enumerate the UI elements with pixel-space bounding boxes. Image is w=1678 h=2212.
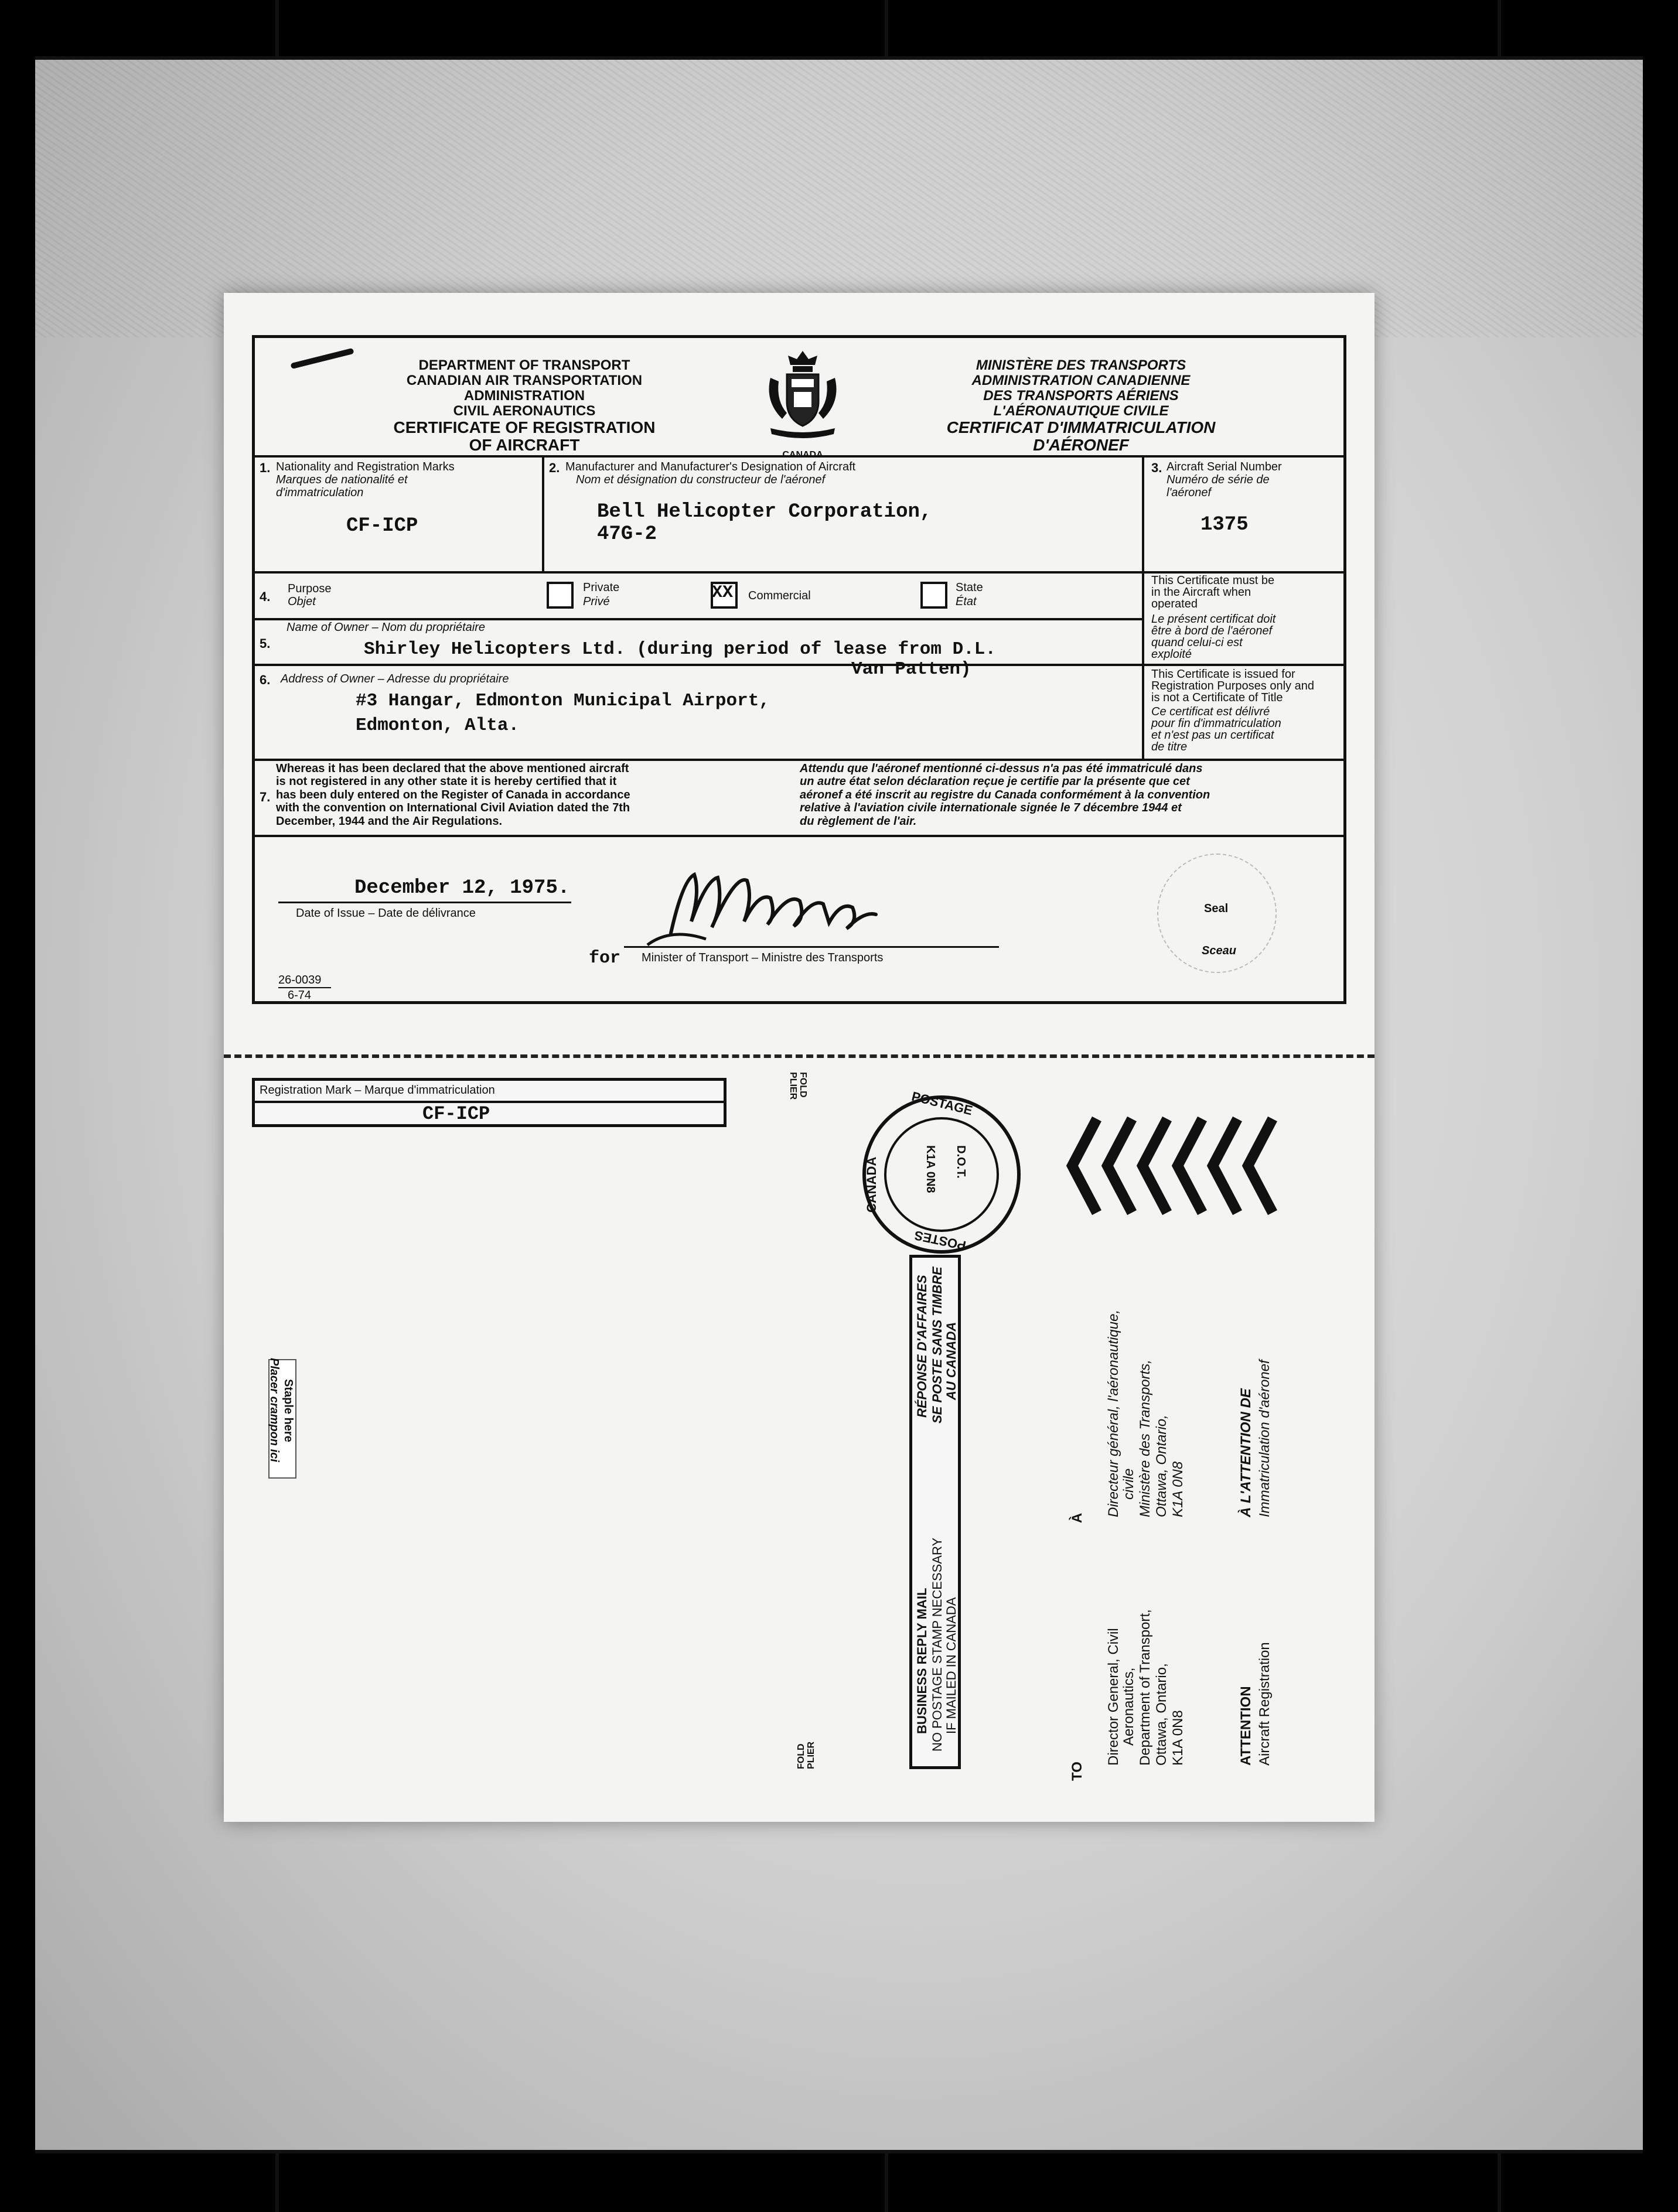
field2-number: 2. <box>549 460 560 475</box>
address-fr-line4: Ottawa, Ontario, <box>1154 1415 1169 1517</box>
note1-fr3: quand celui-ci est <box>1151 636 1243 649</box>
note1-fr1: Le présent certificat doit <box>1151 613 1276 626</box>
declaration-en-line: December, 1944 and the Air Regulations. <box>276 814 503 828</box>
serial-number-value: 1375 <box>1200 514 1249 536</box>
field2-label-fr: Nom et désignation du constructeur de l'aéronef <box>576 473 826 486</box>
field1-number: 1. <box>260 460 271 475</box>
registration-mark-box <box>252 1078 727 1127</box>
signature-line <box>624 946 999 948</box>
business-reply-en1: BUSINESS REPLY MAIL <box>915 1588 929 1734</box>
address-en-line4: Ottawa, Ontario, <box>1154 1663 1169 1766</box>
field4-label-en: Purpose <box>288 582 332 595</box>
field1-label-fr2: d'immatriculation <box>276 486 364 499</box>
purpose-state-label-en: State <box>956 581 983 594</box>
address-en-line5: K1A 0N8 <box>1170 1710 1186 1766</box>
certificate-frame <box>252 335 1346 1004</box>
purpose-private-label-en: Private <box>583 581 620 594</box>
note1-en2: in the Aircraft when <box>1151 586 1251 599</box>
fold-mark-top <box>787 1072 807 1100</box>
declaration-en-line: is not registered in any other state it is hereby certified that it <box>276 775 617 788</box>
purpose-private-label-fr: Privé <box>583 595 610 608</box>
film-tick <box>885 2150 888 2212</box>
issue-date-value: December 12, 1975. <box>354 877 570 899</box>
perforation-line <box>224 1054 1375 1058</box>
fold-mark-top-fr: PLIER <box>788 1072 799 1100</box>
address-en-line1: Director General, Civil <box>1106 1628 1121 1766</box>
field1-label-fr1: Marques de nationalité et <box>276 473 408 486</box>
form-number-rule <box>278 987 331 988</box>
film-tick <box>275 0 279 56</box>
commercial-check-mark: XX <box>712 583 734 603</box>
address-fr-line2: civile <box>1121 1468 1137 1500</box>
address-fr-line3: Ministère des Transports, <box>1137 1360 1153 1517</box>
registration-mark-label: Registration Mark – Marque d'immatriculation <box>260 1084 495 1097</box>
note2-en3: is not a Certificate of Title <box>1151 691 1283 704</box>
note2-fr1: Ce certificat est délivré <box>1151 705 1270 718</box>
form-date: 6-74 <box>288 989 312 1002</box>
stamp-text-bottom: POSTES <box>913 1228 967 1254</box>
form-number: 26-0039 <box>278 974 322 986</box>
film-frame-top <box>35 56 1643 60</box>
field3-label-en: Aircraft Serial Number <box>1167 460 1282 473</box>
header-en-line4: CIVIL AERONAUTICS <box>453 403 596 419</box>
owner-address-line1: #3 Hangar, Edmonton Municipal Airport, <box>356 691 770 711</box>
grid-line <box>255 618 1142 620</box>
staple-label-fr: Placer crampon ici <box>268 1358 281 1462</box>
declaration-fr-line: relative à l'aviation civile internationale signée le 7 décembre 1944 et <box>800 801 1182 815</box>
field3-label-fr2: l'aéronef <box>1167 486 1212 499</box>
declaration-fr-line: du règlement de l'air. <box>800 814 917 828</box>
fold-mark-bottom-en: FOLD <box>796 1743 806 1769</box>
declaration-fr-line: un autre état selon déclaration reçue je certifie par la présente que cet <box>800 775 1190 788</box>
grid-line <box>255 664 1345 666</box>
note2-fr3: et n'est pas un certificat <box>1151 729 1274 742</box>
note2-fr2: pour fin d'immatriculation <box>1151 717 1281 730</box>
grid-line <box>1142 455 1144 760</box>
field5-label: Name of Owner – Nom du propriétaire <box>287 621 486 634</box>
header-fr-line2: ADMINISTRATION CANADIENNE <box>971 373 1191 388</box>
stamp-text-top: POSTAGE <box>910 1088 974 1118</box>
address-fr-attention-value: Immatriculation d'aéronef <box>1257 1360 1273 1517</box>
seal-label-en: Seal <box>1204 902 1229 915</box>
declaration-fr-line: Attendu que l'aéronef mentionné ci-dessus n'a pas été immatriculé dans <box>800 762 1203 775</box>
field6-label: Address of Owner – Adresse du propriétaire <box>281 673 509 685</box>
declaration-en-line: Whereas it has been declared that the above mentioned aircraft <box>276 762 629 775</box>
grid-line <box>255 835 1345 837</box>
business-reply-fr1: RÉPONSE D'AFFAIRES <box>915 1275 929 1418</box>
postage-paid-stamp-inner <box>884 1117 999 1232</box>
stamp-text-left: CANADA <box>864 1156 879 1213</box>
declaration-en-line: with the convention on International Civil Aviation dated the 7th <box>276 801 630 815</box>
field4-label-fr: Objet <box>288 595 316 608</box>
field1-label-en: Nationality and Registration Marks <box>276 460 455 473</box>
field3-number: 3. <box>1151 460 1162 475</box>
note1-fr4: exploité <box>1151 648 1192 661</box>
fold-mark-top-en: FOLD <box>798 1072 808 1098</box>
address-fr-line1: Directeur général, l'aéronautique, <box>1106 1309 1121 1517</box>
for-text: for <box>589 948 621 968</box>
grid-line <box>255 455 1345 458</box>
issue-date-label: Date of Issue – Date de délivrance <box>296 907 476 920</box>
purpose-private-checkbox[interactable] <box>547 582 574 609</box>
stamp-postal-code: K1A 0N8 <box>924 1145 937 1193</box>
header-fr-title1: CERTIFICAT D'IMMATRICULATION <box>946 418 1216 436</box>
purpose-state-label-fr: État <box>956 595 977 608</box>
owner-name-value: Shirley Helicopters Ltd. (during period of lease from D.L. <box>364 639 996 660</box>
fold-mark-bottom-fr: PLIER <box>806 1741 816 1769</box>
film-tick <box>885 0 888 56</box>
field3-label-fr1: Numéro de série de <box>1167 473 1270 486</box>
declaration-en-line: has been duly entered on the Register of Canada in accordance <box>276 788 630 801</box>
issue-date-underline <box>278 902 571 903</box>
grid-line <box>542 455 544 572</box>
note2-en2: Registration Purposes only and <box>1151 680 1314 692</box>
business-reply-fr3: AU CANADA <box>944 1322 959 1400</box>
address-en-to: TO <box>1069 1762 1085 1781</box>
registration-mark-value: CF-ICP <box>346 515 418 537</box>
canada-coat-of-arms-icon <box>759 349 847 448</box>
field5-number: 5. <box>260 636 271 651</box>
business-reply-fr2: SE POSTE SANS TIMBRE <box>930 1267 944 1424</box>
minister-signature <box>636 857 940 951</box>
fold-mark-bottom <box>797 1742 817 1769</box>
header-en-title1: CERTIFICATE OF REGISTRATION <box>393 418 656 436</box>
business-reply-en3: IF MAILED IN CANADA <box>944 1597 959 1734</box>
address-fr-to: À <box>1069 1513 1085 1523</box>
header-en-line2: CANADIAN AIR TRANSPORTATION <box>406 373 643 388</box>
stamp-dot: D.O.T. <box>954 1145 967 1179</box>
note1-en3: operated <box>1151 598 1198 610</box>
declaration-fr <box>800 762 1210 828</box>
address-en-line3: Department of Transport, <box>1137 1609 1153 1766</box>
note1-fr2: être à bord de l'aéronef <box>1151 624 1273 637</box>
grid-line <box>255 571 1345 574</box>
film-tick <box>1498 2150 1501 2212</box>
field7-number: 7. <box>260 790 271 804</box>
purpose-commercial-label: Commercial <box>748 589 811 602</box>
note2-en1: This Certificate is issued for <box>1151 668 1295 681</box>
owner-address-line2: Edmonton, Alta. <box>356 715 520 736</box>
purpose-state-checkbox[interactable] <box>920 582 947 609</box>
business-reply-en2: NO POSTAGE STAMP NECESSARY <box>930 1537 944 1752</box>
header-fr-line4: L'AÉRONAUTIQUE CIVILE <box>993 403 1169 419</box>
model-value: 47G-2 <box>597 523 657 545</box>
field2-label-en: Manufacturer and Manufacturer's Designation of Aircraft <box>565 460 856 473</box>
header-fr-line1: MINISTÈRE DES TRANSPORTS <box>976 357 1186 373</box>
header-en-title2: OF AIRCRAFT <box>469 436 580 454</box>
chevron-arrows-icon <box>1062 1113 1290 1218</box>
note1-en1: This Certificate must be <box>1151 574 1275 587</box>
field6-number: 6. <box>260 673 271 687</box>
address-en-attention-value: Aircraft Registration <box>1257 1642 1273 1766</box>
header-en-line3: ADMINISTRATION <box>463 388 585 404</box>
pen-mark <box>290 348 354 369</box>
manufacturer-value: Bell Helicopter Corporation, <box>597 501 932 523</box>
header-fr-title2: D'AÉRONEF <box>1033 436 1129 454</box>
header-en-line1: DEPARTMENT OF TRANSPORT <box>418 357 630 373</box>
film-tick <box>1498 0 1501 56</box>
address-fr-line5: K1A 0N8 <box>1170 1461 1186 1517</box>
declaration-fr-line: aéronef a été inscrit au registre du Canada conformément à la convention <box>800 788 1210 801</box>
declaration-en <box>276 762 630 828</box>
header-fr-line3: DES TRANSPORTS AÉRIENS <box>983 388 1179 404</box>
minister-label: Minister of Transport – Ministre des Transports <box>642 951 884 964</box>
address-en-line2: Aeronautics, <box>1121 1667 1137 1746</box>
owner-name-value-continued: Van Patten) <box>851 659 971 680</box>
staple-label-en: Staple here <box>282 1379 295 1442</box>
note2-fr4: de titre <box>1151 740 1188 753</box>
address-en-attention: ATTENTION <box>1238 1686 1254 1766</box>
registration-mark-box-value: CF-ICP <box>422 1103 490 1125</box>
address-fr-attention: À L'ATTENTION DE <box>1238 1388 1254 1517</box>
seal-label-fr: Sceau <box>1202 944 1236 957</box>
grid-line <box>255 759 1345 761</box>
film-tick <box>275 2150 279 2212</box>
field4-number: 4. <box>260 589 271 604</box>
